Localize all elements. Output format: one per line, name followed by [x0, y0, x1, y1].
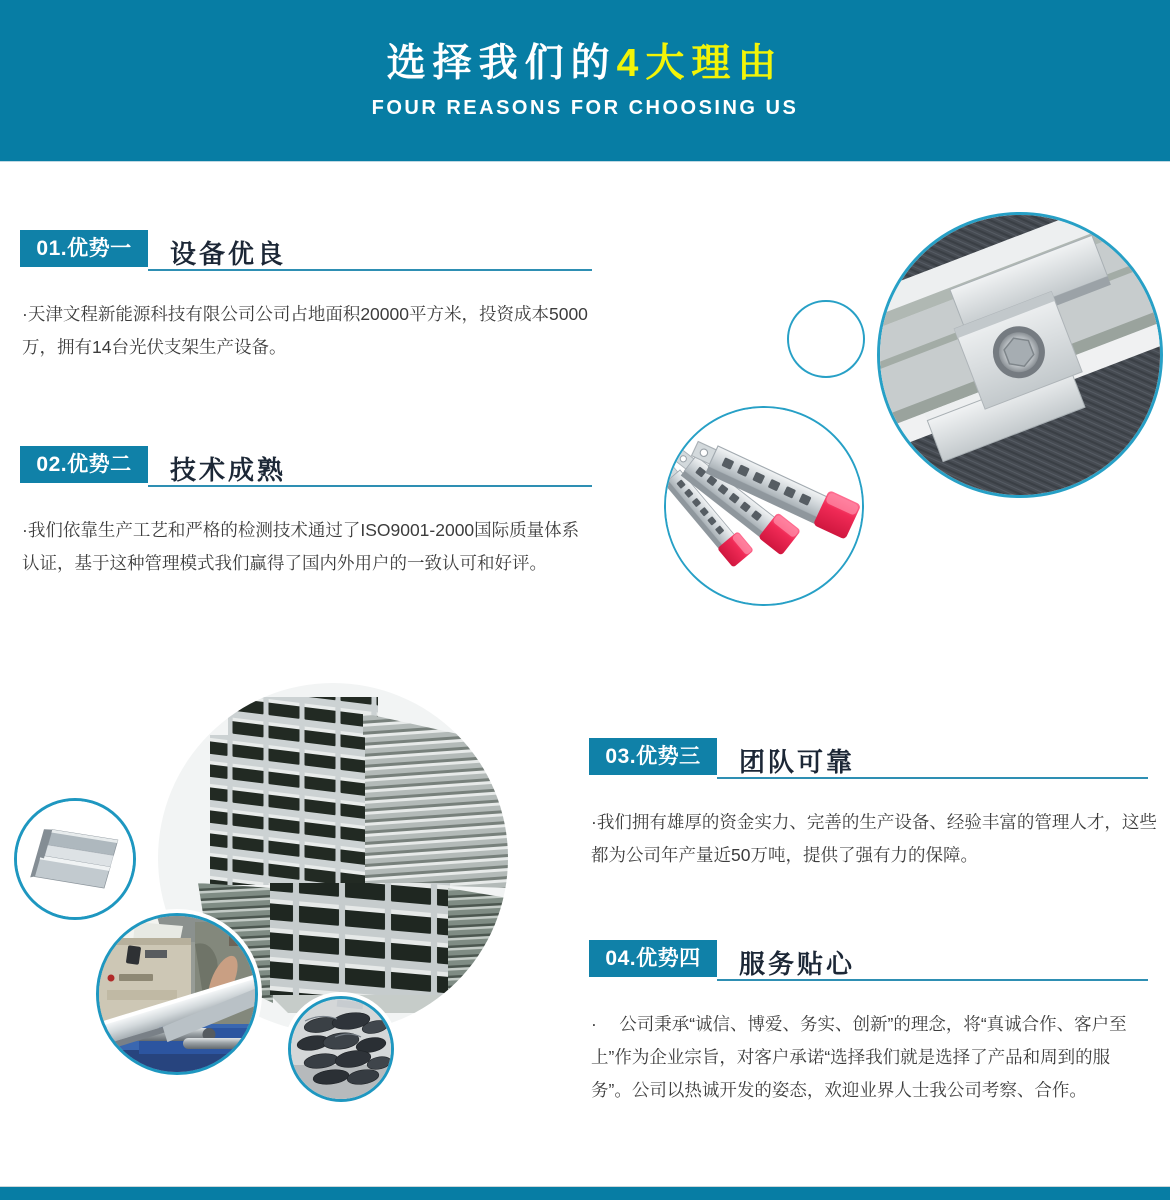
- body-line: 万，拥有14台光伏支架生产设备。: [22, 337, 287, 357]
- section-underline: [717, 777, 1148, 779]
- body-line: ·我们拥有雄厚的资金实力、完善的生产设备、经验丰富的管理人才，这些: [591, 812, 1157, 832]
- body-line: 务”。公司以热诚开发的姿态，欢迎业界人士我公司考察、合作。: [591, 1080, 1087, 1100]
- body-line: 都为公司年产量近50万吨，提供了强有力的保障。: [591, 845, 978, 865]
- bottom-accent-bar: [0, 1186, 1170, 1200]
- header-band: [0, 0, 1170, 162]
- advantage-3-badge: 03.优势三: [589, 738, 717, 775]
- advantage-1-badge: 01.优势一: [20, 230, 148, 267]
- factory-machine-photo: [99, 916, 255, 1072]
- u-channel-photo-circle: [14, 798, 136, 920]
- advantage-1-body: [22, 298, 588, 364]
- advantage-1-title: 设备优良: [170, 239, 287, 269]
- advantage-4-title: 服务贴心: [739, 949, 856, 979]
- advantage-4-body: [591, 1008, 1127, 1107]
- steel-bundles-photo: [291, 999, 391, 1099]
- advantage-2-title: 技术成熟: [170, 455, 287, 485]
- advantage-3-title: 团队可靠: [739, 747, 856, 777]
- page-title-zh-yellow: 4大理由: [616, 42, 784, 85]
- section-underline: [148, 269, 592, 271]
- bracket-endcaps-photo-circle: [664, 406, 864, 606]
- factory-machine-photo-circle: [96, 913, 258, 1075]
- steel-bundles-photo-circle: [288, 996, 394, 1102]
- page-title: [0, 0, 1170, 83]
- section-underline: [148, 485, 592, 487]
- body-line: · 公司秉承“诚信、博爱、务实、创新”的理念，将“真诚合作、客户至: [591, 1014, 1127, 1034]
- u-channel-photo: [17, 801, 133, 917]
- advantage-3-body: [591, 806, 1157, 872]
- body-line: 上”作为企业宗旨，对客户承诺“选择我们就是选择了产品和周到的服: [591, 1047, 1111, 1067]
- page-title-zh-white: 选择我们的: [386, 42, 617, 85]
- advantage-2-badge: 02.优势二: [20, 446, 148, 483]
- body-line: 认证，基于这种管理模式我们赢得了国内外用户的一致认可和好评。: [22, 553, 547, 573]
- body-line: ·天津文程新能源科技有限公司公司占地面积20000平方米，投资成本5000: [22, 304, 588, 324]
- body-line: ·我们依靠生产工艺和严格的检测技术通过了ISO9001-2000国际质量体系: [22, 520, 580, 540]
- decorative-outline-circle: [787, 300, 865, 378]
- solar-clamp-photo: [880, 215, 1160, 495]
- advantage-4-badge: 04.优势四: [589, 940, 717, 977]
- bracket-endcaps-photo: [666, 408, 862, 604]
- page-subtitle: FOUR REASONS FOR CHOOSING US: [371, 97, 799, 119]
- solar-clamp-photo-circle: [877, 212, 1163, 498]
- advantage-2-body: [22, 514, 579, 580]
- section-underline: [717, 979, 1148, 981]
